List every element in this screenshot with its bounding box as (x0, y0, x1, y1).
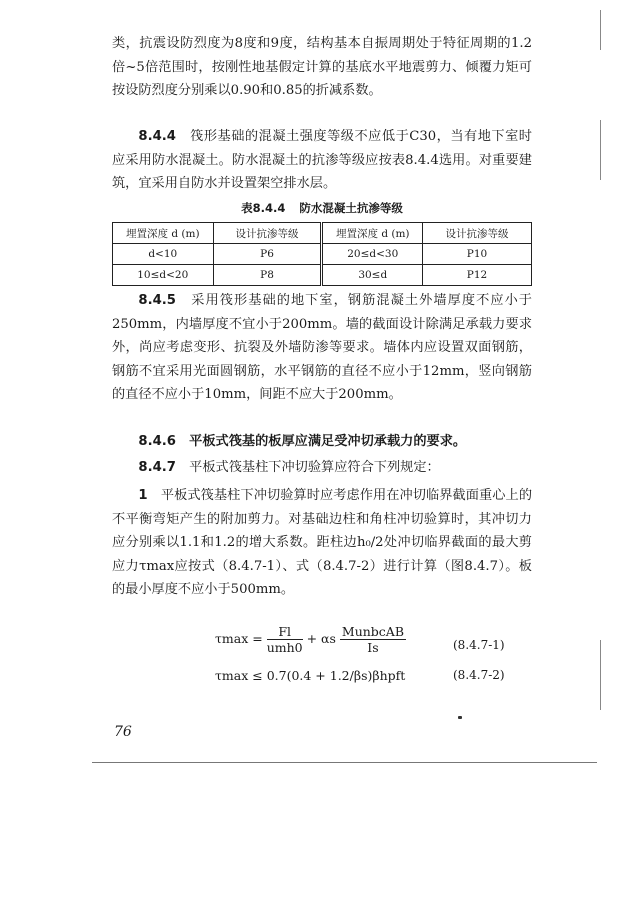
paragraph-continued: 类，抗震设防烈度为8度和9度，结构基本自振周期处于特征周期的1.2倍~5倍范围时，按刚性地基假定计算的基底水平地震剪力、倾覆力矩可按设防烈度分别乘以0.90和0.85的折减系数。 (112, 36, 532, 98)
section-number: 8.4.5 (138, 293, 176, 308)
table-row (113, 265, 532, 286)
section-number: 8.4.4 (138, 129, 176, 144)
item-text: 平板式筏基柱下冲切验算时应考虑作用在冲切临界截面重心上的不平衡弯矩产生的附加剪力。对基础边柱和角柱冲切验算时，其冲切力应分别乘以1.1和1.2的增大系数。距柱边h₀/2处冲切临界截面的最大剪应力τmax应按式（8.4.7-1）、式（8.4.7-2）进行计算（图8.4.7）。板的最小厚度不应小于500mm。 (112, 488, 533, 597)
numerator: MunbcAB (341, 624, 405, 639)
numerator: Fl (267, 624, 303, 640)
table-cell: d<10 (113, 244, 214, 265)
section-number: 8.4.7 (138, 460, 176, 475)
table-header: 埋置深度 d (m) (322, 223, 423, 244)
table-number: 表8.4.4 (241, 201, 286, 215)
formula-term: + αs (306, 631, 336, 646)
equation-number: (8.4.7-2) (453, 668, 505, 682)
table-header: 埋置深度 d (m) (113, 223, 214, 244)
page-number: 76 (114, 724, 132, 740)
scan-speck (458, 716, 462, 719)
table-row (113, 244, 532, 265)
table-title: 防水混凝土抗渗等级 (299, 201, 403, 215)
section-8-4-4 (112, 125, 532, 196)
section-text: 筏形基础的混凝土强度等级不应低于C30，当有地下室时应采用防水混凝土。防水混凝土的抗渗等级应按表8.4.4选用。对重要建筑，宜采用自防水并设置架空排水层。 (112, 129, 532, 191)
formula-8-4-7-1 (215, 624, 406, 655)
formula-8-4-7-2: τmax ≤ 0.7(0.4 + 1.2/βs)βhpft (215, 668, 406, 683)
table-header-row (113, 223, 532, 244)
formula-lhs: τmax = (215, 631, 263, 646)
fraction (340, 624, 406, 655)
section-number: 8.4.6 (138, 434, 176, 449)
section-text: 平板式筏基柱下冲切验算应符合下列规定： (189, 460, 440, 475)
table-header: 设计抗渗等级 (423, 223, 532, 244)
table-cell: P8 (213, 265, 322, 286)
table-cell: 30≤d (322, 265, 423, 286)
table-cell: P12 (423, 265, 532, 286)
table-caption (112, 200, 532, 216)
denominator: umh0 (266, 640, 303, 655)
section-text: 采用筏形基础的地下室，钢筋混凝土外墙厚度不应小于250mm，内墙厚度不宜小于200mm。墙的截面设计除满足承载力要求外，尚应考虑变形、抗裂及外墙防渗等要求。墙体内应设置双面钢筋，钢筋不宜采用光面圆钢筋，水平钢筋的直径不应小于12mm，竖向钢筋的直径不应小于10mm，间距不应大于200mm。 (112, 293, 532, 402)
scan-edge-mark (600, 640, 601, 710)
table-cell: 10≤d<20 (113, 265, 214, 286)
table-cell: 20≤d<30 (322, 244, 423, 265)
table-cell: P10 (423, 244, 532, 265)
impermeability-table (112, 222, 532, 286)
denominator: Is (367, 640, 379, 655)
fraction (267, 624, 303, 655)
section-8-4-6 (112, 430, 532, 454)
item-number: 1 (138, 488, 148, 503)
equation-number: (8.4.7-1) (453, 638, 505, 652)
scan-bottom-line (92, 762, 597, 763)
list-item-1 (112, 484, 532, 602)
scan-edge-mark (600, 10, 601, 50)
table-cell: P6 (213, 244, 322, 265)
section-8-4-7 (112, 456, 532, 480)
table-header: 设计抗渗等级 (213, 223, 322, 244)
section-8-4-5 (112, 289, 532, 407)
section-text: 平板式筏基的板厚应满足受冲切承载力的要求。 (189, 434, 467, 449)
scan-edge-mark (600, 120, 601, 180)
